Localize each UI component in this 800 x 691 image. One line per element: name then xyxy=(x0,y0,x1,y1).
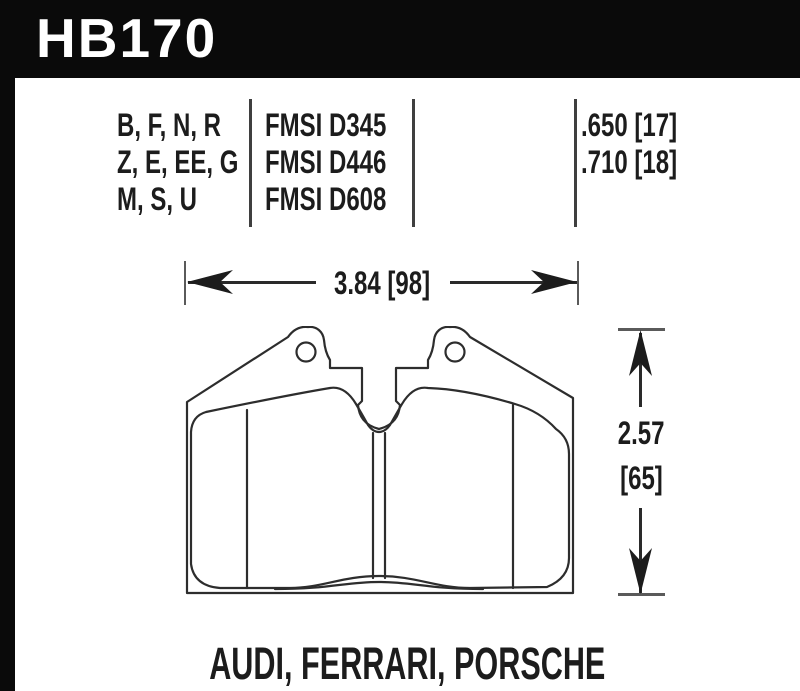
compound-row-2-text: Z, E, EE, G xyxy=(117,144,239,180)
thickness-row-1-text: .650 [17] xyxy=(581,107,678,143)
bottom-chamfer-line xyxy=(275,582,483,589)
height-tick-bottom xyxy=(618,593,665,596)
compound-row-1 xyxy=(117,107,256,143)
pad-outline-group xyxy=(187,327,573,593)
thickness-row-1 xyxy=(581,107,709,143)
height-dimension-label-in xyxy=(581,415,701,451)
width-dimension-text: 3.84 [98] xyxy=(334,265,431,301)
height-tick-top xyxy=(618,328,665,331)
part-number: HB170 xyxy=(36,7,218,69)
height-dimension-label-mm xyxy=(581,460,701,496)
mounting-hole-right xyxy=(446,343,465,362)
header-bar xyxy=(0,0,800,78)
fmsi-row-3 xyxy=(265,181,427,217)
thickness-row-2 xyxy=(581,144,709,180)
compound-row-3 xyxy=(117,181,224,217)
compound-row-2 xyxy=(117,144,279,180)
vehicle-applications xyxy=(15,638,800,689)
width-dimension-label xyxy=(305,265,460,301)
fmsi-row-2-text: FMSI D446 xyxy=(265,144,387,180)
height-dimension-in-text: 2.57 xyxy=(617,415,665,451)
mounting-hole-left xyxy=(297,343,316,362)
width-extension-line-left xyxy=(184,261,186,305)
compound-row-3-text: M, S, U xyxy=(117,181,198,217)
fmsi-row-2 xyxy=(265,144,427,180)
vehicle-applications-text: AUDI, FERRARI, PORSCHE xyxy=(209,638,606,689)
fmsi-row-1 xyxy=(265,107,427,143)
thickness-row-2-text: .710 [18] xyxy=(581,144,678,180)
compound-row-1-text: B, F, N, R xyxy=(117,107,222,143)
brake-pad-svg xyxy=(180,326,580,602)
backing-plate-outline xyxy=(187,327,573,593)
fmsi-row-1-text: FMSI D345 xyxy=(265,107,387,143)
height-dimension-mm-text: [65] xyxy=(619,460,663,496)
brake-pad-drawing xyxy=(180,326,580,602)
table-divider-3 xyxy=(574,99,577,227)
width-extension-line-right xyxy=(577,261,579,305)
fmsi-row-3-text: FMSI D608 xyxy=(265,181,387,217)
left-border-strip xyxy=(0,0,15,691)
